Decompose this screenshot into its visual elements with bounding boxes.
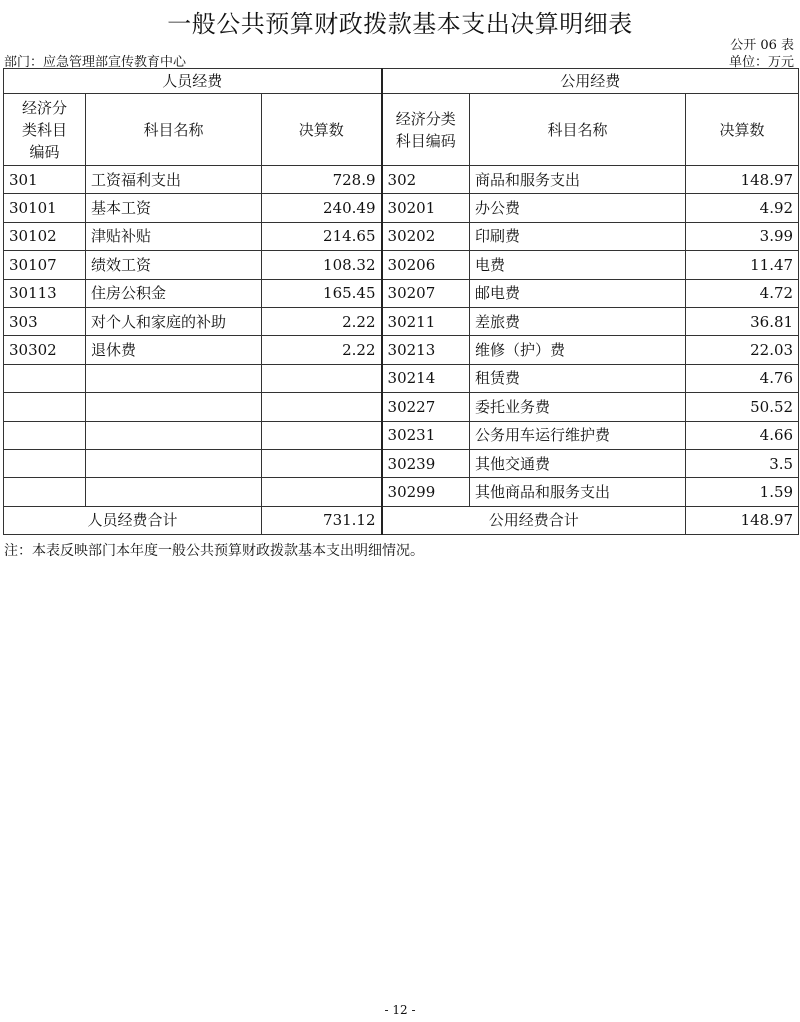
cell-code-right: 30206 xyxy=(382,251,470,279)
table-row xyxy=(4,194,799,222)
cell-name-right: 差旅费 xyxy=(470,307,686,335)
cell-name-left xyxy=(86,393,262,421)
table-row xyxy=(4,364,799,392)
cell-code-right: 302 xyxy=(382,166,470,194)
cell-code-left xyxy=(4,449,86,477)
table-row xyxy=(4,307,799,335)
cell-amount-right: 22.03 xyxy=(686,336,799,364)
personnel-total-label: 人员经费合计 xyxy=(4,506,262,534)
cell-name-left: 绩效工资 xyxy=(86,251,262,279)
cell-code-right: 30214 xyxy=(382,364,470,392)
cell-code-right: 30231 xyxy=(382,421,470,449)
cell-amount-right: 4.72 xyxy=(686,279,799,307)
header-name-right: 科目名称 xyxy=(470,94,686,166)
public-total-value: 148.97 xyxy=(686,506,799,534)
cell-code-right: 30201 xyxy=(382,194,470,222)
cell-code-left xyxy=(4,478,86,506)
cell-code-left: 30107 xyxy=(4,251,86,279)
cell-name-left: 基本工资 xyxy=(86,194,262,222)
cell-code-left: 301 xyxy=(4,166,86,194)
cell-amount-right: 50.52 xyxy=(686,393,799,421)
cell-code-right: 30227 xyxy=(382,393,470,421)
cell-amount-right: 11.47 xyxy=(686,251,799,279)
cell-amount-left: 214.65 xyxy=(262,222,382,250)
cell-code-right: 30202 xyxy=(382,222,470,250)
cell-name-right: 印刷费 xyxy=(470,222,686,250)
cell-name-right: 维修（护）费 xyxy=(470,336,686,364)
group-public: 公用经费 xyxy=(382,69,799,94)
group-header-row xyxy=(4,69,799,94)
table-row xyxy=(4,251,799,279)
cell-code-right: 30239 xyxy=(382,449,470,477)
cell-name-left: 工资福利支出 xyxy=(86,166,262,194)
cell-amount-left: 2.22 xyxy=(262,336,382,364)
cell-amount-left xyxy=(262,364,382,392)
table-row xyxy=(4,449,799,477)
cell-code-left xyxy=(4,421,86,449)
cell-amount-left xyxy=(262,478,382,506)
cell-name-left xyxy=(86,364,262,392)
cell-name-left: 对个人和家庭的补助 xyxy=(86,307,262,335)
cell-code-left: 30302 xyxy=(4,336,86,364)
table-row xyxy=(4,166,799,194)
cell-code-left: 30113 xyxy=(4,279,86,307)
group-personnel: 人员经费 xyxy=(4,69,382,94)
cell-name-right: 其他交通费 xyxy=(470,449,686,477)
cell-name-right: 租赁费 xyxy=(470,364,686,392)
table-row xyxy=(4,336,799,364)
form-number: 公开 06 表 xyxy=(730,38,794,53)
cell-name-right: 公务用车运行维护费 xyxy=(470,421,686,449)
header-name-left: 科目名称 xyxy=(86,94,262,166)
table-row xyxy=(4,421,799,449)
cell-amount-left xyxy=(262,393,382,421)
table-note: 注：本表反映部门本年度一般公共预算财政拨款基本支出明细情况。 xyxy=(4,543,424,559)
cell-name-left xyxy=(86,421,262,449)
cell-name-right: 电费 xyxy=(470,251,686,279)
cell-code-left: 30101 xyxy=(4,194,86,222)
cell-amount-left: 2.22 xyxy=(262,307,382,335)
totals-row xyxy=(4,506,799,534)
public-total-label: 公用经费合计 xyxy=(382,506,686,534)
cell-amount-right: 4.66 xyxy=(686,421,799,449)
column-header-row xyxy=(4,94,799,166)
cell-amount-right: 3.5 xyxy=(686,449,799,477)
unit-label: 单位：万元 xyxy=(728,55,794,70)
cell-amount-left xyxy=(262,421,382,449)
cell-amount-left xyxy=(262,449,382,477)
cell-name-right: 委托业务费 xyxy=(470,393,686,421)
cell-name-left: 住房公积金 xyxy=(86,279,262,307)
table-row xyxy=(4,393,799,421)
cell-amount-right: 1.59 xyxy=(686,478,799,506)
cell-amount-right: 4.76 xyxy=(686,364,799,392)
cell-code-right: 30211 xyxy=(382,307,470,335)
department-label: 部门：应急管理部宣传教育中心 xyxy=(4,55,187,70)
cell-code-left: 303 xyxy=(4,307,86,335)
cell-code-left xyxy=(4,364,86,392)
personnel-total-value: 731.12 xyxy=(262,506,382,534)
table-row xyxy=(4,279,799,307)
cell-name-left: 退休费 xyxy=(86,336,262,364)
cell-name-left xyxy=(86,449,262,477)
header-code-left: 经济分类科目编码 xyxy=(4,94,86,166)
cell-code-right: 30207 xyxy=(382,279,470,307)
expenditure-table xyxy=(3,68,799,535)
page-number: - 12 - xyxy=(384,1003,416,1017)
cell-amount-left: 165.45 xyxy=(262,279,382,307)
header-amount-left: 决算数 xyxy=(262,94,382,166)
cell-code-left: 30102 xyxy=(4,222,86,250)
header-amount-right: 决算数 xyxy=(686,94,799,166)
cell-amount-right: 36.81 xyxy=(686,307,799,335)
cell-code-right: 30213 xyxy=(382,336,470,364)
cell-amount-left: 728.9 xyxy=(262,166,382,194)
cell-code-left xyxy=(4,393,86,421)
table-row xyxy=(4,222,799,250)
cell-name-left: 津贴补贴 xyxy=(86,222,262,250)
cell-amount-right: 148.97 xyxy=(686,166,799,194)
cell-name-right: 其他商品和服务支出 xyxy=(470,478,686,506)
cell-name-right: 办公费 xyxy=(470,194,686,222)
page-title: 一般公共预算财政拨款基本支出决算明细表 xyxy=(167,10,633,38)
cell-code-right: 30299 xyxy=(382,478,470,506)
cell-amount-left: 240.49 xyxy=(262,194,382,222)
cell-name-right: 邮电费 xyxy=(470,279,686,307)
cell-amount-left: 108.32 xyxy=(262,251,382,279)
cell-amount-right: 3.99 xyxy=(686,222,799,250)
cell-name-left xyxy=(86,478,262,506)
cell-name-right: 商品和服务支出 xyxy=(470,166,686,194)
cell-amount-right: 4.92 xyxy=(686,194,799,222)
table-row xyxy=(4,478,799,506)
header-code-right: 经济分类科目编码 xyxy=(382,94,470,166)
